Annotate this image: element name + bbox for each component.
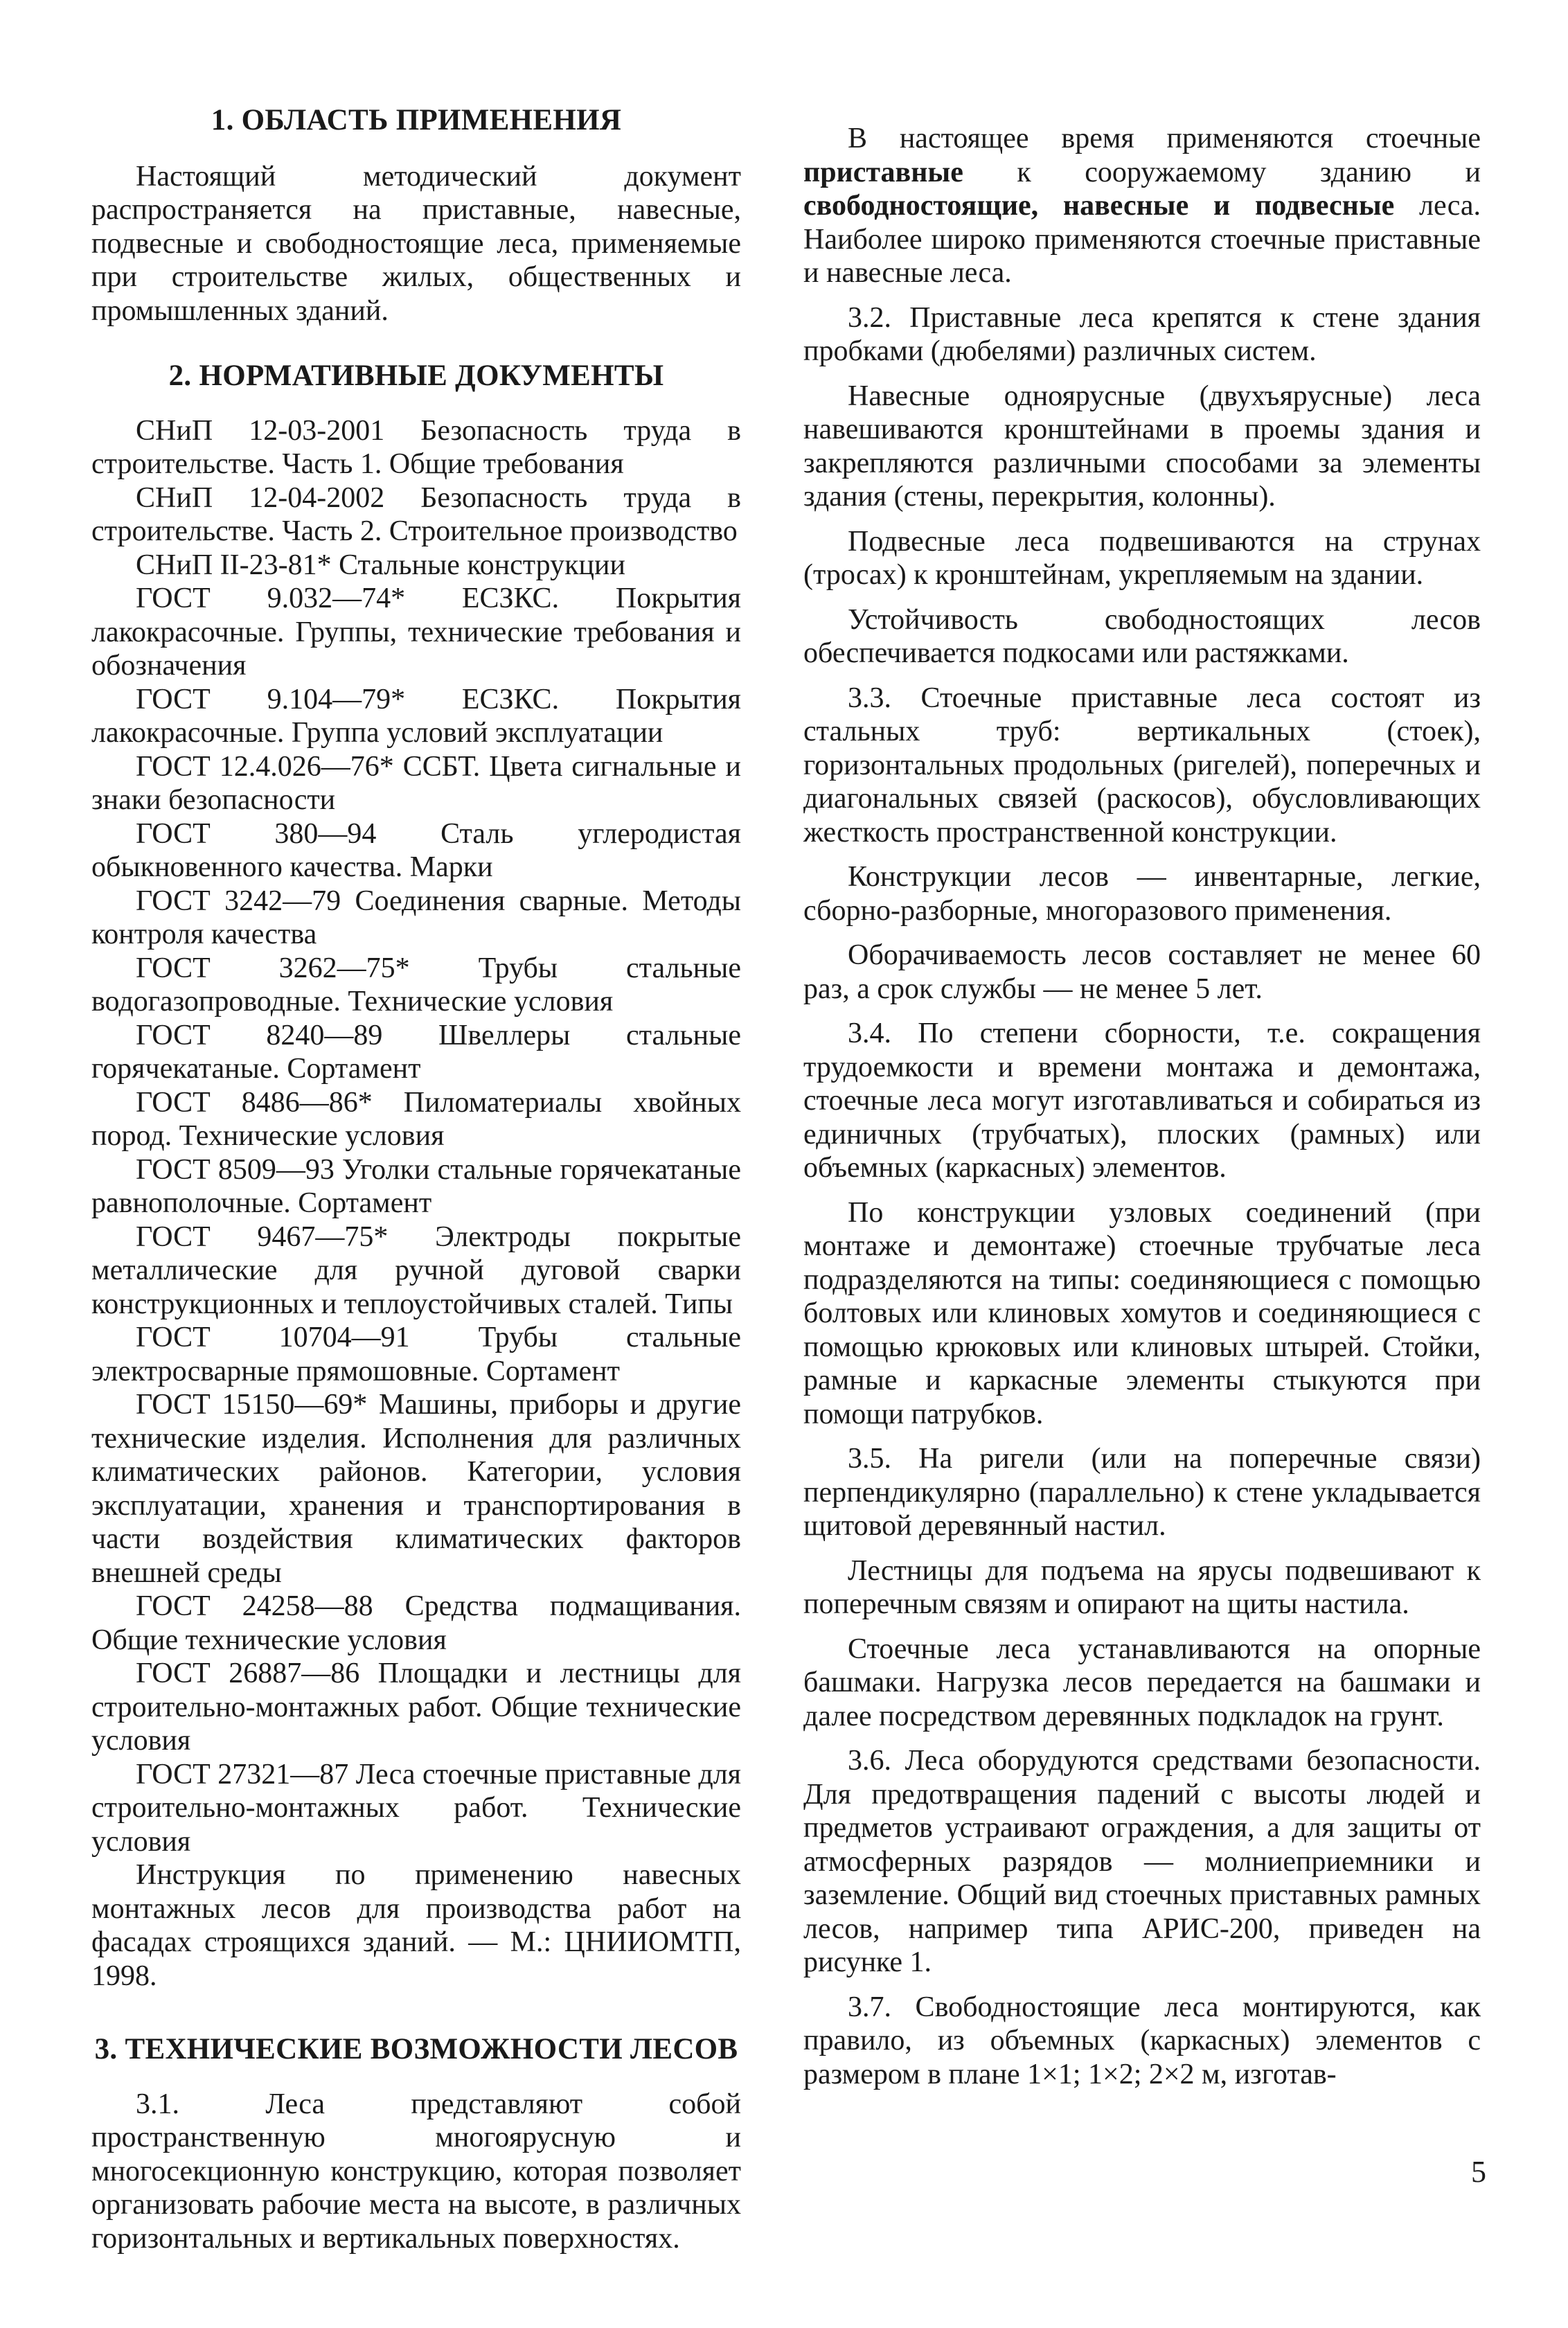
paragraph-ladders: Лестницы для подъема на ярусы подвешивают к поперечным связям и опирают на щиты настила. [803, 1554, 1481, 1620]
paragraph-turnover: Оборачиваемость лесов составляет не менее 60 раз, а срок службы — не менее 5 лет. [803, 939, 1481, 1005]
left-column [91, 104, 741, 2255]
paragraph-3-3: 3.3. Стоечные приставные леса состоят из стальных труб: вертикальных (стоек), горизонтальных продольных (ригелей), поперечных и диагональных связей (раскосов), обусловливающих жесткость пространственной конструкции. [803, 682, 1481, 848]
list-item: ГОСТ 8486—86* Пиломатериалы хвойных пород. Технические условия [91, 1086, 741, 1152]
section-1-paragraph: Настоящий методический документ распространяется на приставные, навесные, подвесные и свободностоящие леса, применяемые при строительстве жилых, общественных и промышленных зданий. [91, 160, 741, 327]
paragraph-scaffold-types [803, 122, 1481, 290]
list-item: ГОСТ 8509—93 Уголки стальные горячекатаные равнополочные. Сортамент [91, 1153, 741, 1219]
list-item: ГОСТ 12.4.026—76* ССБТ. Цвета сигнальные и знаки безопасности [91, 750, 741, 816]
list-item: ГОСТ 3242—79 Соединения сварные. Методы контроля качества [91, 885, 741, 950]
list-item: ГОСТ 27321—87 Леса стоечные приставные для строительно-монтажных работ. Технические условия [91, 1758, 741, 1858]
list-item: ГОСТ 26887—86 Площадки и лестницы для строительно-монтажных работ. Общие технические условия [91, 1658, 741, 1757]
bold-term: приставные [803, 156, 963, 188]
paragraph-joints: По конструкции узловых соединений (при монтаже и демонтаже) стоечные трубчатые леса подразделяются на типы: соединяющиеся с помощью болтовых или клиновых хомутов и соединяющиеся с помощью крюковых или клиновых штырей. Стойки, рамные и каркасные элементы стыкуются при помощи патрубков. [803, 1196, 1481, 1430]
list-item: ГОСТ 9.104—79* ЕСЗКС. Покрытия лакокрасочные. Группа условий эксплуатации [91, 683, 741, 749]
text-fragment: к сооружаемому зданию и [963, 156, 1481, 188]
list-item: СНиП 12-04-2002 Безопасность труда в строительстве. Часть 2. Строительное производство [91, 481, 741, 547]
paragraph-3-7: 3.7. Свободностоящие леса монтируются, как правило, из объемных (каркасных) элементов с размером в плане 1×1; 1×2; 2×2 м, изготав- [803, 1991, 1481, 2090]
bold-term: свободностоящие, навесные и подвесные [803, 190, 1395, 222]
right-column [803, 111, 1481, 2091]
section-2-title: 2. НОРМАТИВНЫЕ ДОКУМЕНТЫ [168, 359, 664, 392]
paragraph-3-6: 3.6. Леса оборудуются средствами безопасности. Для предотвращения падений с высоты людей и предметов устраивают ограждения, а для защиты от атмосферных разрядов — молниеприемники и заземление. Общий вид стоечных приставных рамных лесов, например типа АРИС-200, приведен на рисунке 1. [803, 1745, 1481, 1978]
list-item: ГОСТ 15150—69* Машины, приборы и другие технические изделия. Исполнения для различных климатических районов. Категории, условия эксплуатации, хранения и транспортирования в части воздействия климатических факторов внешней среды [91, 1389, 741, 1589]
section-1-title: 1. ОБЛАСТЬ ПРИМЕНЕНИЯ [211, 104, 622, 136]
paragraph-construction: Конструкции лесов — инвентарные, легкие, сборно-разборные, многоразового применения. [803, 861, 1481, 927]
page-number: 5 [1471, 2155, 1486, 2189]
list-item: ГОСТ 24258—88 Средства подмащивания. Общие технические условия [91, 1590, 741, 1656]
paragraph-3-4: 3.4. По степени сборности, т.е. сокращения трудоемкости и времени монтажа и демонтажа, стоечные леса могут изготавливаться и собираться из единичных (трубчатых), плоских (рамных) или объемных (каркасных) элементов. [803, 1018, 1481, 1184]
list-item: ГОСТ 9467—75* Электроды покрытые металлические для ручной дуговой сварки конструкционных и теплоустойчивых сталей. Типы [91, 1220, 741, 1320]
paragraph-suspended-scaffold: Подвесные леса подвешиваются на струнах (тросах) к кронштейнам, укрепляемым на здании. [803, 525, 1481, 591]
paragraph-3-2: 3.2. Приставные леса крепятся к стене здания пробками (дюбелями) различных систем. [803, 301, 1481, 367]
list-item: ГОСТ 380—94 Сталь углеродистая обыкновенного качества. Марки [91, 817, 741, 883]
list-item: ГОСТ 9.032—74* ЕСЗКС. Покрытия лакокрасочные. Группы, технические требования и обозначения [91, 583, 741, 682]
text-fragment: леса. Наиболее широко применяются стоечные приставные и навесные леса. [803, 190, 1481, 289]
paragraph-3-5: 3.5. На ригели (или на поперечные связи) перпендикулярно (параллельно) к стене укладывается щитовой деревянный настил. [803, 1443, 1481, 1542]
section-3-title: 3. ТЕХНИЧЕСКИЕ ВОЗМОЖНОСТИ ЛЕСОВ [94, 2033, 738, 2065]
list-item: СНиП 12-03-2001 Безопасность труда в строительстве. Часть 1. Общие требования [91, 414, 741, 480]
paragraph-3-1: 3.1. Леса представляют собой пространственную многоярусную и многосекционную конструкцию, которая позволяет организовать рабочие места на высоте, в различных горизонтальных и вертикальных поверхностях. [91, 2088, 741, 2255]
list-item: ГОСТ 3262—75* Трубы стальные водогазопроводные. Технические условия [91, 952, 741, 1018]
list-item: СНиП II-23-81* Стальные конструкции [136, 549, 625, 581]
paragraph-supports: Стоечные леса устанавливаются на опорные башмаки. Нагрузка лесов передается на башмаки и далее посредством деревянных подкладок на грунт. [803, 1633, 1481, 1732]
list-item: ГОСТ 10704—91 Трубы стальные электросварные прямошовные. Сортамент [91, 1322, 741, 1387]
text-fragment: В настоящее время применяются стоечные [848, 123, 1481, 154]
list-item: Инструкция по применению навесных монтажных лесов для производства работ на фасадах строящихся зданий. — М.: ЦНИИОМТП, 1998. [91, 1859, 741, 1992]
paragraph-stability: Устойчивость свободностоящих лесов обеспечивается подкосами или растяжками. [803, 603, 1481, 669]
list-item: ГОСТ 8240—89 Швеллеры стальные горячекатаные. Сортамент [91, 1019, 741, 1085]
normative-documents-list [91, 414, 741, 1993]
paragraph-hanging-scaffold: Навесные одноярусные (двухъярусные) леса навешиваются кронштейнами в проемы здания и закрепляются различными способами за элементы здания (стены, перекрытия, колонны). [803, 380, 1481, 513]
